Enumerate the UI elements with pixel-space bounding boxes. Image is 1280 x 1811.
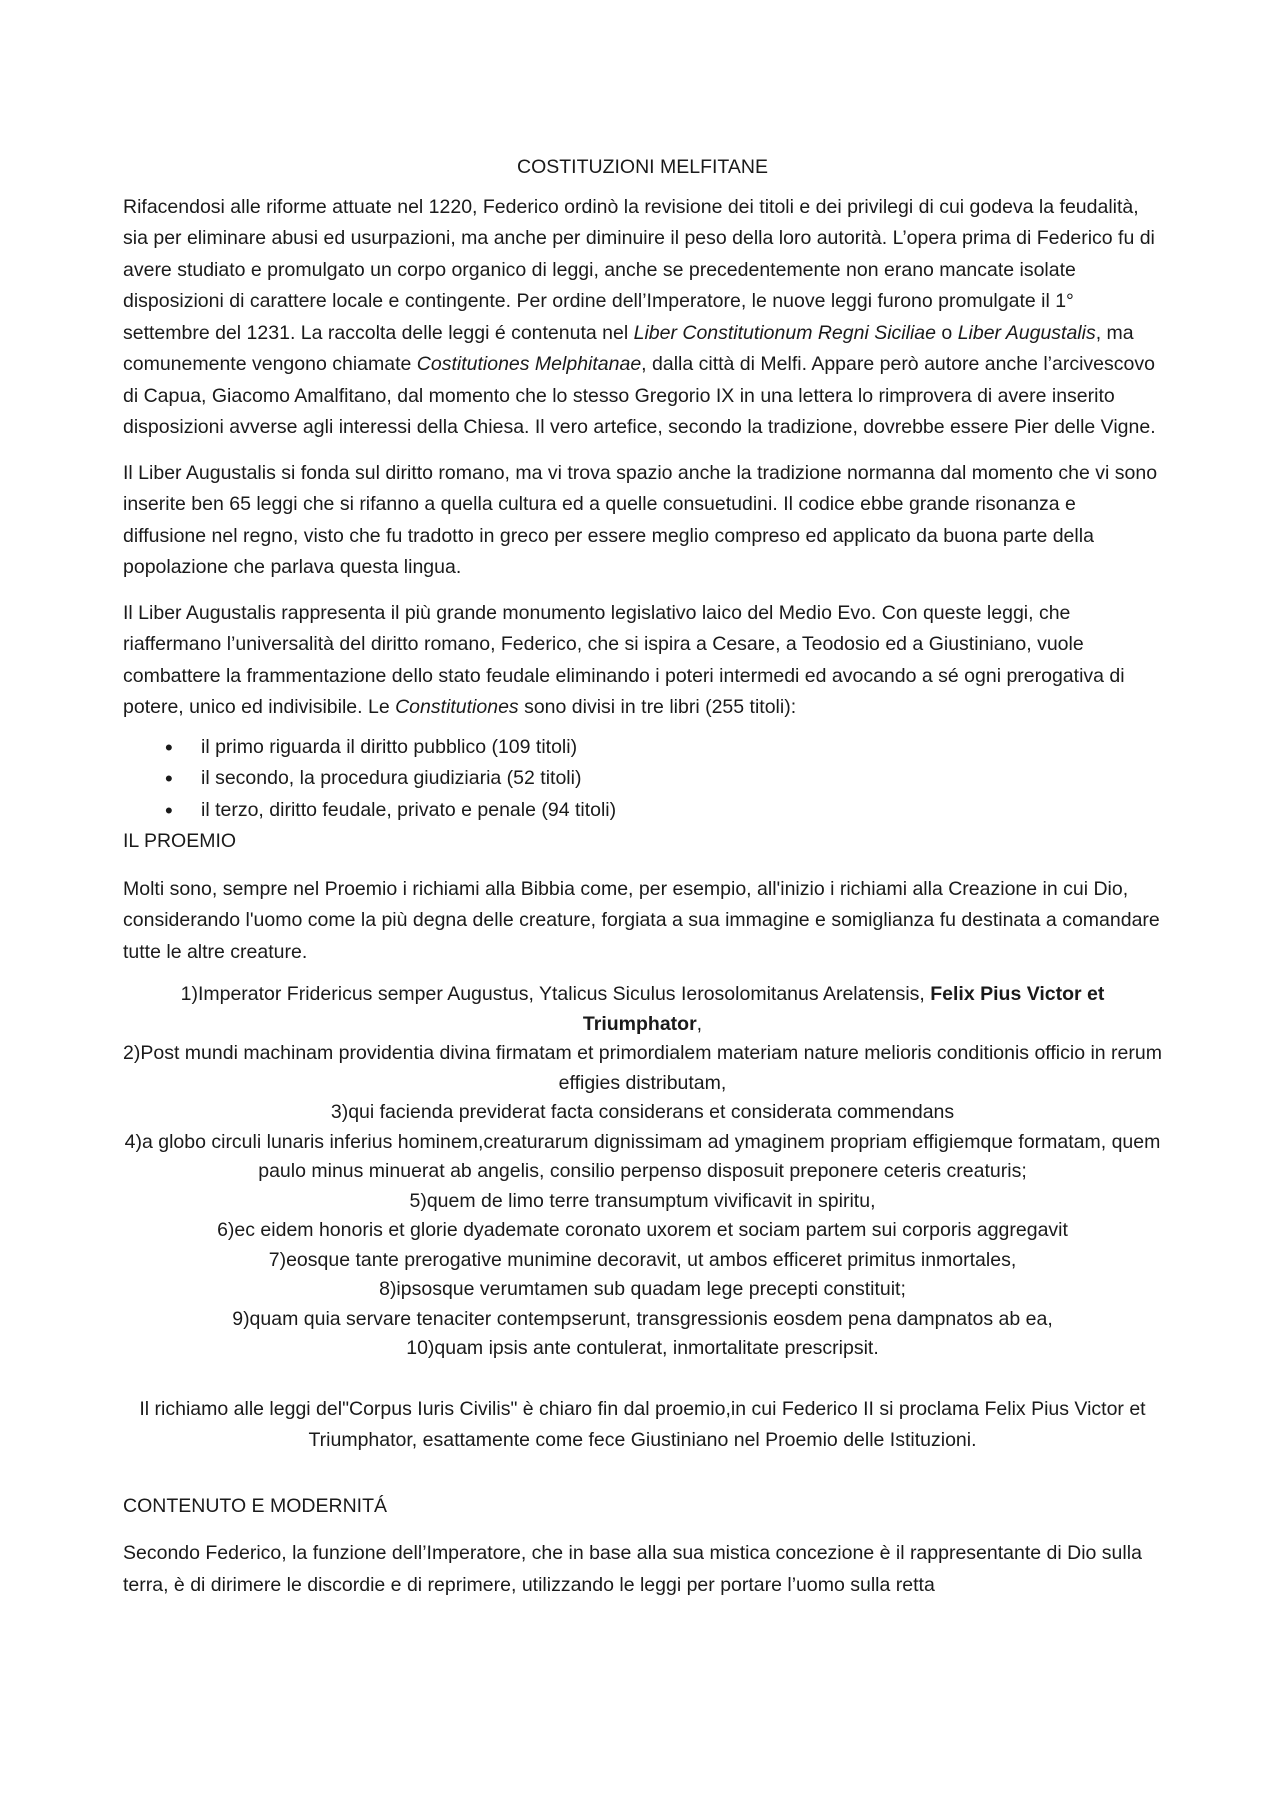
latin-line-7: 7)eosque tante prerogative munimine decoravit, ut ambos efficeret primitus inmortales, bbox=[268, 1248, 1017, 1271]
document-title: COSTITUZIONI MELFITANE bbox=[517, 156, 768, 178]
bullet-icon: • bbox=[165, 734, 173, 760]
list-item: • il secondo, la procedura giudiziaria (52 titoli) bbox=[123, 763, 1162, 795]
books-list bbox=[123, 732, 1162, 827]
latin-line-4: 4)a globo circuli lunaris inferius hominem,creaturarum dignissimam ad ymaginem propriam effigiemque formatam, quem paulo minus minuerat ab angelis, consilio perpenso disposuit preponere ceteris creaturis; bbox=[124, 1130, 1161, 1182]
italic-costitutiones: Costitutiones Melphitanae bbox=[416, 353, 642, 375]
list-item: • il terzo, diritto feudale, privato e penale (94 titoli) bbox=[123, 795, 1162, 827]
bold-title: Felix Pius Victor et Triumphator bbox=[582, 983, 1105, 1035]
latin-line-5: 5)quem de limo terre transumptum vivificavit in spiritu, bbox=[409, 1189, 876, 1212]
paragraph-funzione-imperatore: Secondo Federico, la funzione dell’Imperatore, che in base alla sua mistica concezione è il rappresentante di Dio sulla terra, è di dirimere le discordie e di reprimere, utilizzando le leggi per portare l’uomo sulla retta bbox=[123, 1542, 1142, 1596]
italic-constitutiones: Constitutiones bbox=[395, 696, 519, 718]
heading-proemio: IL PROEMIO bbox=[123, 830, 237, 852]
bullet-icon: • bbox=[165, 766, 173, 791]
italic-liber-constitutionum: Liber Constitutionum Regni Siciliae bbox=[633, 321, 936, 344]
paragraph-monumento: Il Liber Augustalis rappresenta il più grande monumento legislativo laico del Medio Evo. Con queste leggi, che riaffermano l’universalità del diritto romano, Federico, che si ispira a Cesare, a Teodosio ed a Giustiniano, vuole combattere la frammentazione dello stato feudale eliminando i poteri intermedi ed avocando a sé ogni prerogativa di potere, unico ed indivisibile. Le Constitutiones sono divisi in tre libri (255 titoli): bbox=[123, 601, 1125, 718]
paragraph-diritto-romano: Il Liber Augustalis si fonda sul diritto romano, ma vi trova spazio anche la tradizione normanna dal momento che vi sono inserite ben 65 leggi che si rifanno a quella cultura ed a quelle consuetudini. Il codice ebbe grande risonanza e diffusione nel regno, visto che fu tradotto in greco per essere meglio compreso ed applicato da buona parte della popolazione che parlava questa lingua. bbox=[123, 461, 1158, 578]
latin-line-3: 3)qui facienda previderat facta considerans et considerata commendans bbox=[330, 1101, 955, 1123]
paragraph-intro: Rifacendosi alle riforme attuate nel 1220, Federico ordinò la revisione dei titoli e dei privilegi di cui godeva la feudalità, sia per eliminare abusi ed usurpazioni, ma anche per diminuire il peso della loro autorità. L’opera prima di Federico fu di avere studiato e promulgato un corpo organico di leggi, anche se precedentemente non erano mancate isolate disposizioni di carattere locale e contingente. Per ordine dell’Imperatore, le nuove leggi furono promulgate il 1° settembre del 1231. La raccolta delle leggi é contenuta nel Liber Constitutionum Regni Siciliae o Liber Augustalis, ma comunemente vengono chiamate Costitutiones Melphitanae, dalla città di Melfi. Appare però autore anche l’arcivescovo di Capua, Giacomo Amalfitano, dal momento che lo stesso Gregorio IX in una lettera lo rimprovera di avere inserito disposizioni avverse agli interessi della Chiesa. Il vero artefice, secondo la tradizione, dovrebbe essere Pier delle Vigne. bbox=[123, 195, 1156, 438]
latin-line-8: 8)ipsosque verumtamen sub quadam lege precepti constituit; bbox=[379, 1278, 906, 1300]
latin-line-6: 6)ec eidem honoris et glorie dyademate coronato uxorem et sociam partem sui corporis aggregavit bbox=[217, 1219, 1068, 1241]
paragraph-proemio: Molti sono, sempre nel Proemio i richiami alla Bibbia come, per esempio, all'inizio i richiami alla Creazione in cui Dio, considerando l'uomo come la più degna delle creature, forgiata a sua immagine e somiglianza fu destinata a comandare tutte le altre creature. bbox=[123, 877, 1160, 963]
latin-proemio-text bbox=[123, 980, 1162, 1364]
list-item: • il primo riguarda il diritto pubblico (109 titoli) bbox=[123, 732, 1162, 764]
latin-line-9: 9)quam quia servare tenaciter contempserunt, transgressionis eosdem pena dampnatos ab ea, bbox=[232, 1307, 1053, 1330]
bullet-icon: • bbox=[165, 797, 173, 823]
latin-line-1: 1)Imperator Fridericus semper Augustus, Ytalicus Siculus Ierosolomitanus Arelatensis, Felix Pius Victor et Triumphator, bbox=[180, 983, 1105, 1035]
paragraph-corpus-iuris: Il richiamo alle leggi del"Corpus Iuris Civilis" è chiaro fin dal proemio,in cui Federico II si proclama Felix Pius Victor et Triumphator, esattamente come fece Giustiniano nel Proemio delle Istituzioni. bbox=[139, 1397, 1146, 1451]
latin-line-10: 10)quam ipsis ante contulerat, inmortalitate prescripsit. bbox=[406, 1337, 879, 1359]
heading-contenuto: CONTENUTO E MODERNITÁ bbox=[123, 1494, 387, 1517]
italic-liber-augustalis: Liber Augustalis bbox=[957, 321, 1096, 344]
latin-line-2: 2)Post mundi machinam providentia divina firmatam et primordialem materiam nature melioris conditionis officio in rerum effigies distributam, bbox=[123, 1042, 1162, 1094]
